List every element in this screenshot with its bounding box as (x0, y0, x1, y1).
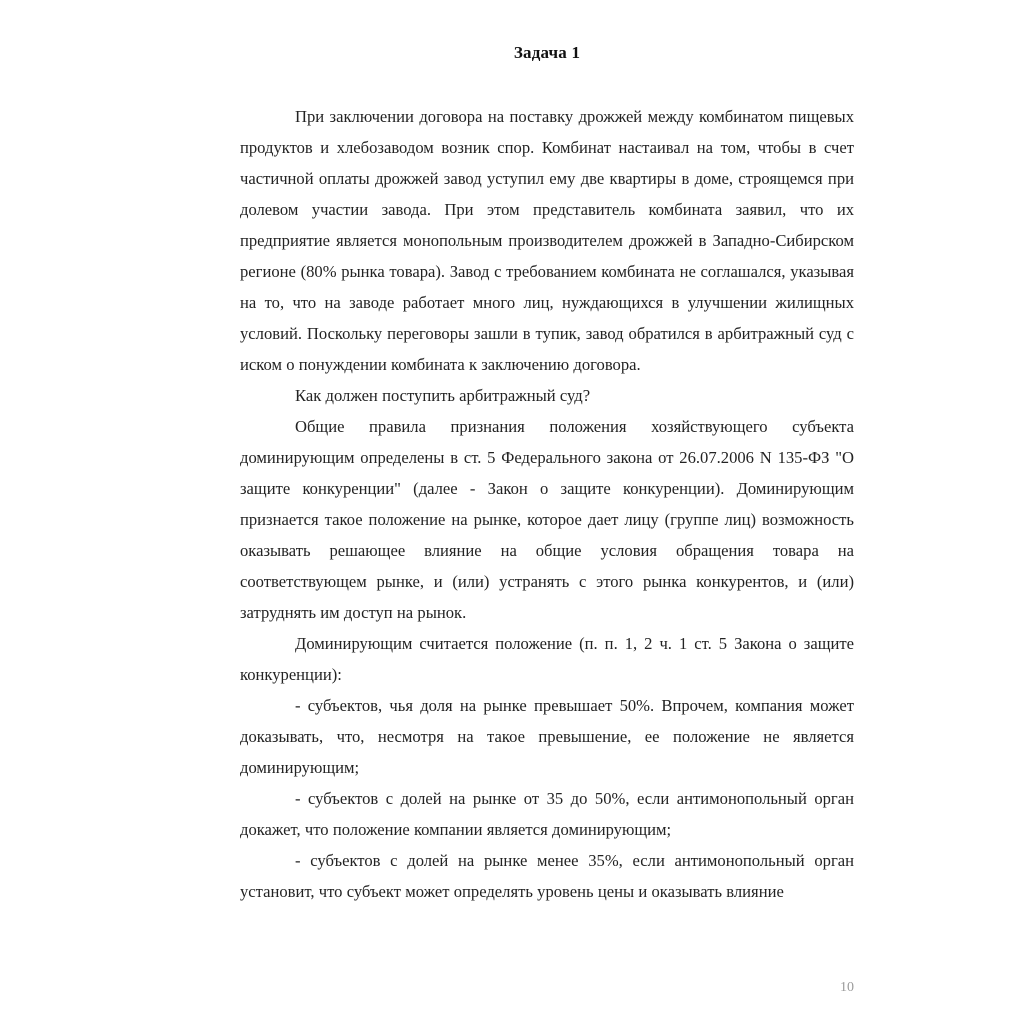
list-item: - субъектов, чья доля на рынке превышает 50%. Впрочем, компания может доказывать, что, несмотря на такое превышение, ее положение не является доминирующим; (240, 696, 854, 777)
paragraph: Общие правила признания положения хозяйствующего субъекта доминирующим определены в ст. 5 Федерального закона от 26.07.2006 N 135-ФЗ "О защите конкуренции" (далее - Закон о защите конкуренции). Доминирующим признается такое положение на рынке, которое дает лицу (группе лиц) возможность оказывать решающее влияние на общие условия обращения товара на соответствующем рынке, и (или) устранять с этого рынка конкурентов, и (или) затруднять им доступ на рынок. (240, 417, 854, 622)
list-item: - субъектов с долей на рынке менее 35%, если антимонопольный орган установит, что субъект может определять уровень цены и оказывать влияние (240, 851, 854, 901)
paragraph: Доминирующим считается положение (п. п. 1, 2 ч. 1 ст. 5 Закона о защите конкуренции): (240, 634, 854, 684)
page-number: 10 (840, 980, 854, 995)
document-body (240, 101, 854, 907)
paragraph: При заключении договора на поставку дрожжей между комбинатом пищевых продуктов и хлебозаводом возник спор. Комбинат настаивал на том, чтобы в счет частичной оплаты дрожжей завод уступил ему две квартиры в доме, строящемся при долевом участии завода. При этом представитель комбината заявил, что их предприятие является монопольным производителем дрожжей в Западно-Сибирском регионе (80% рынка товара). Завод с требованием комбината не соглашался, указывая на то, что на заводе работает много лиц, нуждающихся в улучшении жилищных условий. Поскольку переговоры зашли в тупик, завод обратился в арбитражный суд с иском о понуждении комбината к заключению договора. (240, 107, 854, 374)
page-title: Задача 1 (513, 43, 581, 62)
paragraph-question: Как должен поступить арбитражный суд? (295, 386, 591, 405)
list-item: - субъектов с долей на рынке от 35 до 50%, если антимонопольный орган докажет, что положение компании является доминирующим; (240, 789, 854, 839)
